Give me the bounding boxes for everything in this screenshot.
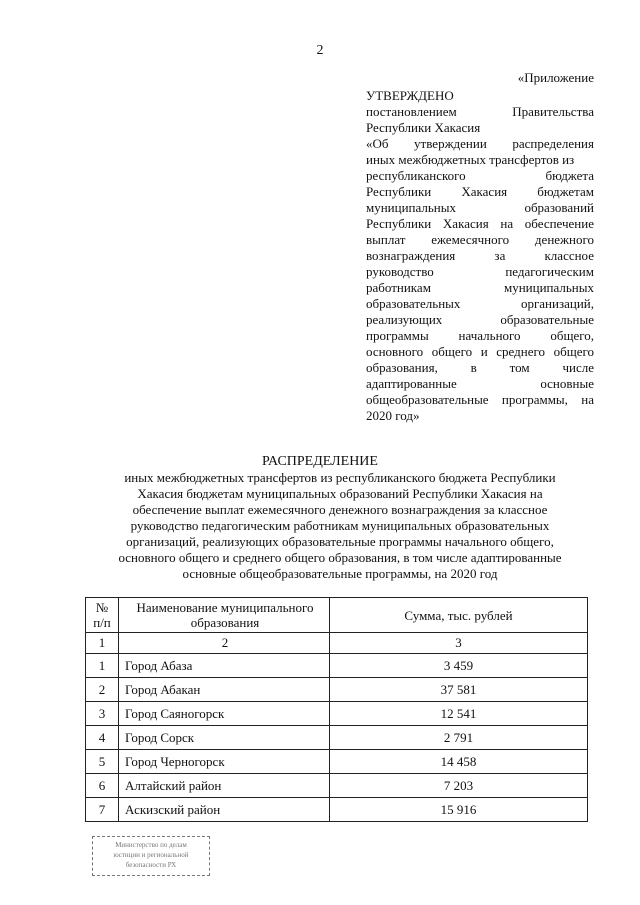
municipality-name: Город Сорск <box>119 726 330 750</box>
municipality-name: Город Черногорск <box>119 750 330 774</box>
table-row <box>86 726 588 750</box>
approval-line: 2020 год» <box>366 408 420 423</box>
subtitle-line: иных межбюджетных трансфертов из республиканского бюджета Республики <box>124 470 556 485</box>
municipality-name: Город Абакан <box>119 678 330 702</box>
approval-line: образовательных организаций, <box>366 296 594 311</box>
stamp-line: безопасности РХ <box>125 861 177 869</box>
column-number: 2 <box>119 633 330 654</box>
header-name: Наименование муниципального образования <box>119 598 330 633</box>
column-number-row <box>86 633 588 654</box>
approval-line: реализующих образовательные <box>366 312 594 327</box>
approval-text <box>366 88 594 424</box>
approval-line: Республики Хакасия на обеспечение <box>366 216 594 231</box>
header-number: № п/п <box>86 598 119 633</box>
approval-line: постановлением Правительства <box>366 104 594 119</box>
subtitle-line: руководство педагогическим работникам муниципальных образовательных <box>130 518 550 533</box>
approval-line: «Об утверждении распределения <box>366 136 594 151</box>
row-number: 6 <box>86 774 119 798</box>
registration-stamp <box>92 836 210 876</box>
approval-line: республиканского бюджета <box>366 168 594 183</box>
subtitle-line: основного общего и среднего общего образования, в том числе адаптированные <box>118 550 562 565</box>
approval-line: программы начального общего, <box>366 328 594 343</box>
annex-label: «Приложение <box>517 70 594 85</box>
subtitle-line: обеспечение выплат ежемесячного денежного вознаграждения за классное <box>132 502 548 517</box>
subtitle-line: Хакасия бюджетам муниципальных образований Республики Хакасия на <box>137 486 543 501</box>
subtitle-line: основные общеобразовательные программы, на 2020 год <box>182 566 498 581</box>
table-row <box>86 654 588 678</box>
row-sum: 15 916 <box>330 798 588 822</box>
approval-line: образования, в том числе <box>366 360 594 375</box>
row-sum: 12 541 <box>330 702 588 726</box>
table-row <box>86 798 588 822</box>
row-number: 5 <box>86 750 119 774</box>
row-sum: 14 458 <box>330 750 588 774</box>
approval-line: основного общего и среднего общего <box>366 344 594 359</box>
row-number: 7 <box>86 798 119 822</box>
table-header-row <box>86 598 588 633</box>
municipality-name: Город Абаза <box>119 654 330 678</box>
table-row <box>86 702 588 726</box>
municipality-name: Аскизский район <box>119 798 330 822</box>
column-number: 3 <box>330 633 588 654</box>
row-number: 2 <box>86 678 119 702</box>
municipality-name: Алтайский район <box>119 774 330 798</box>
row-number: 4 <box>86 726 119 750</box>
municipality-name: Город Саяногорск <box>119 702 330 726</box>
subtitle-line: организаций, реализующих образовательные программы начального общего, <box>126 534 554 549</box>
row-sum: 7 203 <box>330 774 588 798</box>
approval-line: Республики Хакасия <box>366 120 481 135</box>
row-number: 3 <box>86 702 119 726</box>
approval-line: выплат ежемесячного денежного <box>366 232 594 247</box>
document-title: РАСПРЕДЕЛЕНИЕ <box>262 454 378 469</box>
approval-line: Республики Хакасия бюджетам <box>366 184 594 199</box>
table-row <box>86 774 588 798</box>
row-sum: 2 791 <box>330 726 588 750</box>
approval-line: руководство педагогическим <box>366 264 594 279</box>
approval-line: муниципальных образований <box>366 200 594 215</box>
table-row <box>86 750 588 774</box>
row-number: 1 <box>86 654 119 678</box>
page-number: 2 <box>316 43 324 58</box>
approval-line: работникам муниципальных <box>366 280 594 295</box>
approval-line: вознаграждения за классное <box>366 248 594 263</box>
column-number: 1 <box>86 633 119 654</box>
stamp-line: юстиции и региональной <box>113 851 189 859</box>
approval-line: общеобразовательные программы, на <box>366 392 594 407</box>
document-subtitle <box>100 470 580 582</box>
distribution-table <box>85 597 588 822</box>
approval-line: иных межбюджетных трансфертов из <box>366 152 575 167</box>
row-sum: 3 459 <box>330 654 588 678</box>
header-sum: Сумма, тыс. рублей <box>330 598 588 633</box>
approval-line: адаптированные основные <box>366 376 594 391</box>
table-row <box>86 678 588 702</box>
approval-line: УТВЕРЖДЕНО <box>366 88 454 103</box>
stamp-line: Министерство по делам <box>115 841 187 849</box>
row-sum: 37 581 <box>330 678 588 702</box>
